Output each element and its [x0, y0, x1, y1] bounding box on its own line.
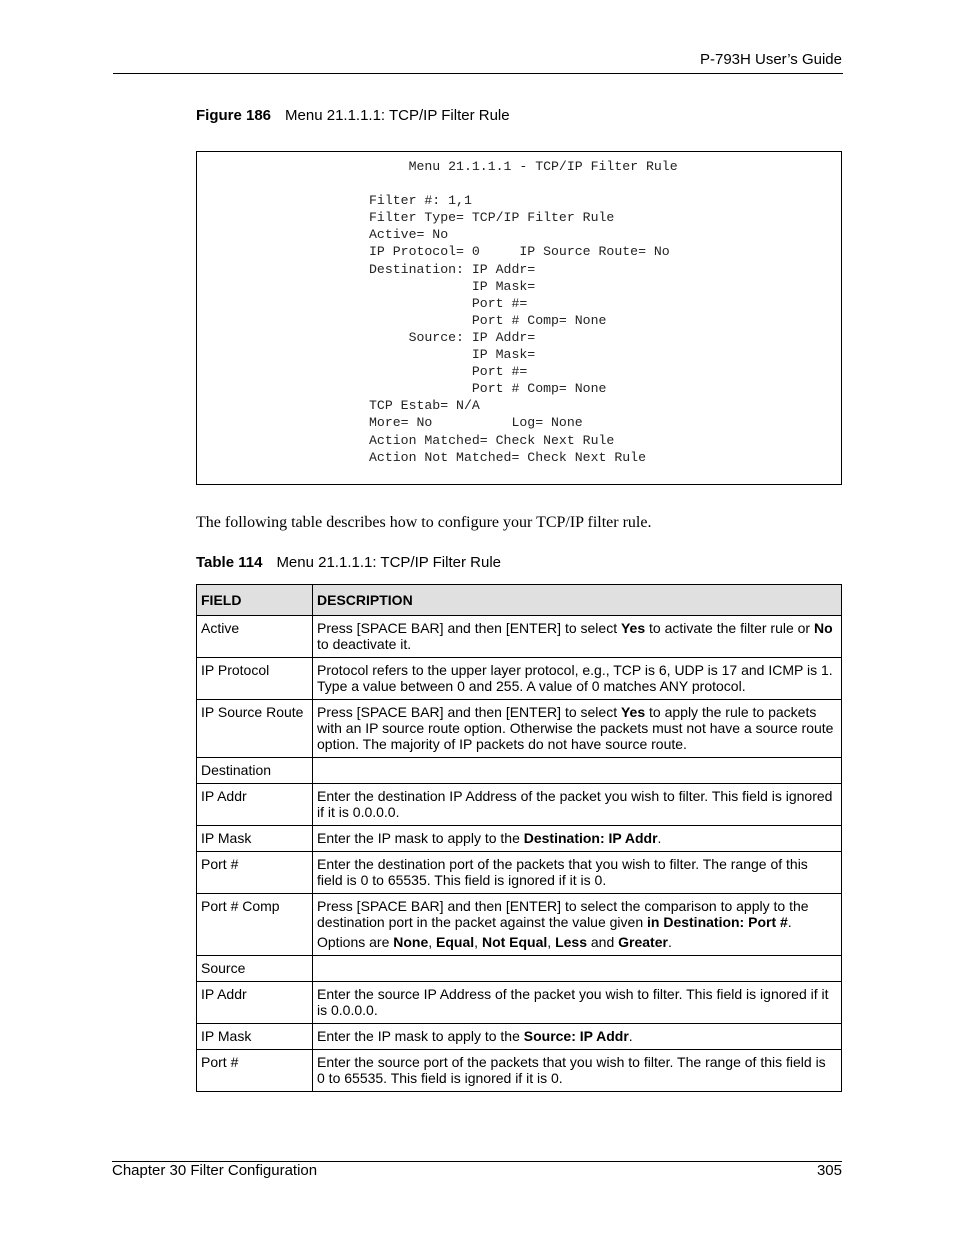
description-text: Press [SPACE BAR] and then [ENTER] to select — [317, 704, 621, 720]
field-name-cell: IP Mask — [197, 826, 313, 852]
menu-screen-line: Port #= — [369, 295, 528, 311]
description-paragraph — [317, 1054, 837, 1086]
footer-chapter: Chapter 30 Filter Configuration — [112, 1162, 318, 1179]
description-emphasis: Greater — [618, 934, 668, 950]
figure-caption — [196, 107, 510, 124]
description-cell — [313, 758, 842, 784]
description-text: . — [787, 914, 792, 930]
description-text: . — [657, 830, 662, 846]
description-text: Enter the source IP Address of the packet you wish to filter. This field is ignored if it is 0.0.0.0. — [317, 986, 829, 1018]
figure-label: Figure 186 — [196, 107, 272, 124]
description-emphasis: None — [393, 934, 429, 950]
table-caption — [196, 554, 501, 571]
header-rule — [113, 73, 843, 74]
table-title: Menu 21.1.1.1: TCP/IP Filter Rule — [276, 554, 501, 571]
table-row — [197, 956, 842, 982]
description-text: , — [474, 934, 482, 950]
description-emphasis: Destination: IP Addr — [523, 830, 658, 846]
description-text: to apply the rule to packets with an IP source route option. Otherwise the packets must not have a source route option. The majority of IP packets do not have source route. — [317, 704, 834, 752]
page-number: 305 — [816, 1162, 842, 1179]
field-name-cell: IP Source Route — [197, 700, 313, 758]
table-row — [197, 616, 842, 658]
table-row — [197, 852, 842, 894]
description-text: Enter the destination IP Address of the packet you wish to filter. This field is ignored if it is 0.0.0.0. — [317, 788, 833, 820]
description-cell — [313, 982, 842, 1024]
menu-screen-line: Action Matched= Check Next Rule — [369, 432, 615, 448]
description-paragraph — [317, 704, 837, 752]
description-paragraph — [317, 934, 837, 950]
menu-screen-line: Port # Comp= None — [369, 381, 607, 397]
menu-screen-line: Filter #: 1,1 — [369, 193, 472, 209]
table-row — [197, 784, 842, 826]
description-emphasis: Less — [555, 934, 587, 950]
running-header: P-793H User’s Guide — [699, 51, 842, 68]
table-header-row — [197, 585, 842, 616]
menu-screen-line: IP Protocol= 0 IP Source Route= No — [369, 244, 670, 260]
description-text: to activate the filter rule or — [645, 620, 814, 636]
menu-screen-line: IP Mask= — [369, 278, 536, 294]
field-name-cell: Active — [197, 616, 313, 658]
description-emphasis: in Destination: Port # — [647, 914, 788, 930]
description-paragraph — [317, 830, 837, 846]
table-label: Table 114 — [196, 554, 263, 571]
description-text: . — [667, 934, 672, 950]
description-emphasis: Source: IP Addr — [523, 1028, 629, 1044]
menu-screen-line: Port #= — [369, 364, 528, 380]
table-row — [197, 1024, 842, 1050]
description-text: Enter the IP mask to apply to the — [317, 830, 524, 846]
menu-screen-line: IP Mask= — [369, 347, 536, 363]
field-name-cell: Port # Comp — [197, 894, 313, 956]
description-text: Enter the IP mask to apply to the — [317, 1028, 524, 1044]
field-name-cell: IP Mask — [197, 1024, 313, 1050]
menu-screen-line: Destination: IP Addr= — [369, 261, 536, 277]
menu-screen-line: Source: IP Addr= — [369, 329, 536, 345]
description-emphasis: Not Equal — [481, 934, 548, 950]
menu-screen-line: More= No Log= None — [369, 415, 583, 431]
description-cell — [313, 616, 842, 658]
description-text: Options are — [317, 934, 394, 950]
intro-paragraph: The following table describes how to configure your TCP/IP filter rule. — [196, 514, 652, 531]
table-row — [197, 658, 842, 700]
table-row — [197, 758, 842, 784]
field-name-cell: Source — [197, 956, 313, 982]
description-emphasis: Yes — [620, 704, 646, 720]
menu-screen-text — [369, 158, 678, 466]
header-field: FIELD — [197, 585, 313, 616]
description-paragraph — [317, 662, 837, 694]
table-row — [197, 1050, 842, 1092]
menu-screen-line: Filter Type= TCP/IP Filter Rule — [369, 210, 615, 226]
description-cell — [313, 784, 842, 826]
table-row — [197, 982, 842, 1024]
header-description: DESCRIPTION — [313, 585, 842, 616]
description-text: , — [547, 934, 556, 950]
description-emphasis: Equal — [436, 934, 475, 950]
description-text: Protocol refers to the upper layer protocol, e.g., TCP is 6, UDP is 17 and ICMP is 1. Type a value between 0 and 255. A value of 0 matches ANY protocol. — [317, 662, 833, 694]
field-name-cell: Port # — [197, 852, 313, 894]
description-cell — [313, 1050, 842, 1092]
description-emphasis: Yes — [620, 620, 646, 636]
field-name-cell: Port # — [197, 1050, 313, 1092]
menu-screen-line: TCP Estab= N/A — [369, 398, 480, 414]
table-row — [197, 826, 842, 852]
description-text: to deactivate it. — [317, 636, 412, 652]
description-emphasis: No — [813, 620, 833, 636]
description-text: Enter the destination port of the packets that you wish to filter. The range of this field is 0 to 65535. This field is ignored if it is 0. — [317, 856, 808, 888]
description-text: . — [628, 1028, 633, 1044]
table-row — [197, 700, 842, 758]
description-cell — [313, 658, 842, 700]
description-cell — [313, 894, 842, 956]
field-name-cell: IP Addr — [197, 784, 313, 826]
description-paragraph — [317, 986, 837, 1018]
menu-screen — [196, 151, 842, 485]
description-paragraph — [317, 788, 837, 820]
menu-screen-line: Active= No — [369, 227, 449, 243]
menu-screen-line: Action Not Matched= Check Next Rule — [369, 449, 646, 465]
menu-screen-line: Menu 21.1.1.1 - TCP/IP Filter Rule — [369, 159, 678, 174]
description-paragraph — [317, 898, 837, 930]
description-paragraph — [317, 620, 837, 652]
description-cell — [313, 826, 842, 852]
figure-title: Menu 21.1.1.1: TCP/IP Filter Rule — [285, 107, 510, 124]
field-name-cell: IP Addr — [197, 982, 313, 1024]
description-cell — [313, 1024, 842, 1050]
description-text: and — [587, 934, 619, 950]
description-text: Press [SPACE BAR] and then [ENTER] to select the comparison to apply to the destination port in the packet against the value given — [317, 898, 809, 930]
description-paragraph — [317, 1028, 837, 1044]
description-cell — [313, 956, 842, 982]
description-text: , — [428, 934, 437, 950]
table-row — [197, 894, 842, 956]
description-cell — [313, 852, 842, 894]
menu-screen-line: Port # Comp= None — [369, 312, 607, 328]
field-name-cell: IP Protocol — [197, 658, 313, 700]
field-name-cell: Destination — [197, 758, 313, 784]
description-text: Press [SPACE BAR] and then [ENTER] to select — [317, 620, 621, 636]
field-description-table — [196, 584, 842, 1092]
description-paragraph — [317, 856, 837, 888]
description-cell — [313, 700, 842, 758]
description-text: Enter the source port of the packets that you wish to filter. The range of this field is 0 to 65535. This field is ignored if it is 0. — [317, 1054, 826, 1086]
